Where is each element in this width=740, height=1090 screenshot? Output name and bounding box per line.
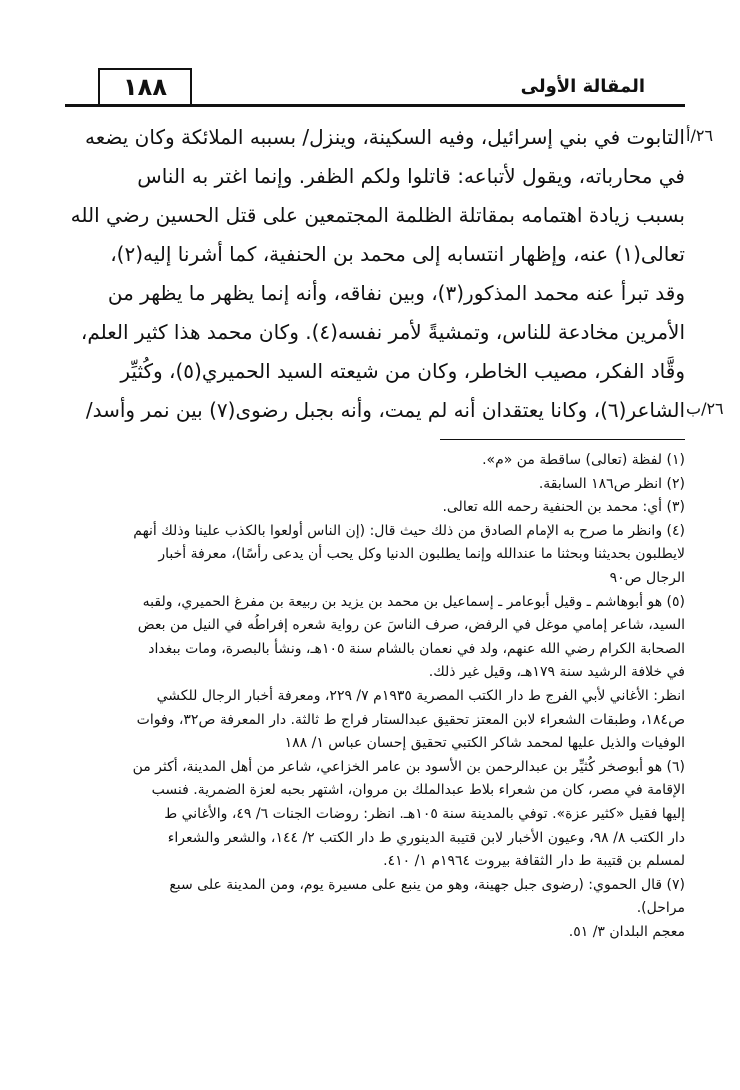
text-line: التابوت في بني إسرائيل، وفيه السكينة، وينزل/ بسببه الملائكة وكان يضعه	[85, 125, 685, 149]
text-line: وقد تبرأ عنه محمد المذكور(٣)، وبين نفاقه، وأنه إنما يظهر ما يظهر من	[107, 281, 685, 305]
text-line: تعالى(١) عنه، وإظهار انتسابه إلى محمد بن الحنفية، كما أشرنا إليه(٢)،	[110, 242, 685, 266]
footnote-separator	[440, 439, 685, 440]
footnote-4: (٤) وانظر ما صرح به الإمام الصادق من ذلك حيث قال: (إن الناس أولعوا بالكذب علينا وذلك أنهم لايطلبون بحديثنا وبحثنا ما عندالله وإنما يطلبون الدنيا وكل يحب أن يدعى رأسًا)، معرفة أخبار الرجال ص٩٠	[133, 522, 685, 586]
footnote-5: (٥) هو أبوهاشم ـ وقيل أبوعامر ـ إسماعيل بن محمد بن يزيد بن ربيعة بن مفرغ الحميري، ولقبه السيد، شاعر إمامي موغل في الرفض، صرف الناسَ عن رواية شعره إفراطُه في النيل من بعض الصحابة الكرام رضي الله عنهم، ولد في نعمان بالشام سنة ١٠٥هـ، ونشأ بالبصرة، ومات ببغداد في خلافة الرشيد سنة ١٧٩هـ، وقيل غير ذلك.	[137, 593, 685, 681]
footnote-2: (٢) انظر ص١٨٦ السابقة.	[538, 475, 685, 492]
section-title: المقالة الأولى	[520, 76, 645, 97]
footnote-1: (١) لفظة (تعالى) ساقطة من «م».	[482, 452, 685, 468]
margin-folio-note: ٢٦/ب	[686, 399, 724, 418]
footnote-3: (٣) أي: محمد بن الحنفية رحمه الله تعالى.	[442, 499, 685, 516]
text-line: في محارباته، ويقول لأتباعه: قاتلوا ولكم الظفر. وإنما اغتر به الناس	[137, 164, 685, 188]
page-header	[30, 62, 685, 118]
page-number: ١٨٨	[98, 68, 192, 104]
footnote-5-sources: انظر: الأغاني لأبي الفرج ط دار الكتب المصرية ١٩٣٥م ٧/ ٢٢٩، ومعرفة أخبار الرجال للكشي ص١٨٤، وطبقات الشعراء لابن المعتز تحقيق عبدالستار فراج ط ثالثة. دار المعرفة ص٣٢، وفوات الوفيات والذيل عليها لمحمد شاكر الكتبي تحقيق إحسان عباس ١/ ١٨٨	[136, 687, 685, 752]
text-line: وقَّاد الفكر، مصيب الخاطر، وكان من شيعته السيد الحميري(٥)، وكُثيِّر	[120, 359, 685, 383]
text-line: بسبب زيادة اهتمامه بمقاتلة الظلمة المجتمعين على قتل الحسين رضي الله	[70, 203, 685, 227]
footnote-7-source: معجم البلدان ٣/ ٥١.	[568, 923, 685, 940]
footnote-6: (٦) هو أبوصخر كُثيِّر بن عبدالرحمن بن الأسود بن عامر الخزاعي، شاعر من أهل المدينة، أكثر من الإقامة في مصر، كان من شعراء بلاط عبدالملك بن مروان، اشتهر بحبه لعزة الضمرية. فنسب إليها فقيل «كثير عزة». توفي بالمدينة سنة ١٠٥هـ. انظر: روضات الجنات ٦/ ٤٩، والأغاني ط دار الكتب ٨/ ٩٨، وعيون الأخبار لابن قتيبة الدينوري ط دار الكتب ٢/ ١٤٤، والشعر والشعراء لمسلم بن قتيبة ط دار الثقافة بيروت ١٩٦٤م ١/ ٤١٠.	[132, 758, 685, 870]
text-line: الشاعر(٦)، وكانا يعتقدان أنه لم يمت، وأنه بجبل رضوى(٧) بين نمر وأسد/	[85, 398, 685, 422]
header-rule	[65, 104, 685, 107]
footnotes	[30, 449, 685, 944]
main-text	[30, 118, 685, 430]
margin-folio-note: ٢٦/أ	[686, 126, 714, 145]
text-line: الأمرين مخادعة للناس، وتمشيةً لأمر نفسه(٤). وكان محمد هذا كثير العلم،	[80, 320, 685, 344]
footnote-7: (٧) قال الحموي: (رضوى جبل جهينة، وهو من ينبع على مسيرة يوم، ومن المدينة على سبع مراحل).	[169, 876, 685, 917]
